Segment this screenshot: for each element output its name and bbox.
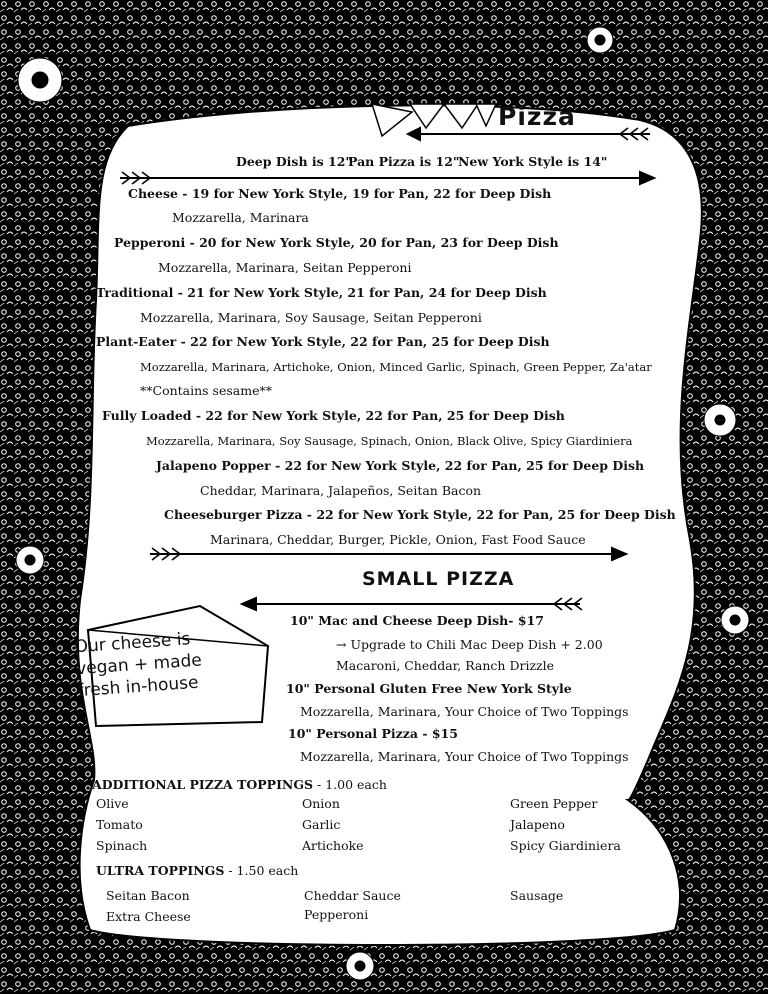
pizza-prices: - 21 for New York Style, 21 for Pan, 24 for Deep Dish [173, 285, 547, 300]
pizza-fully-loaded [102, 408, 565, 424]
topping: Garlic [302, 817, 341, 832]
pizza-name: Plant-Eater [96, 334, 177, 349]
toppings-price: - 1.50 each [224, 863, 299, 878]
pizza-ingredients: Cheddar, Marinara, Jalapeños, Seitan Bacon [200, 483, 482, 498]
small-pizza-title: SMALL PIZZA [362, 568, 515, 590]
pizza-name: Jalapeno Popper [156, 458, 271, 473]
topping: Artichoke [302, 838, 364, 853]
pizza-ingredients: Mozzarella, Marinara, Artichoke, Onion, Minced Garlic, Spinach, Green Pepper, Za'atar [140, 360, 652, 374]
topping: Green Pepper [510, 796, 598, 811]
topping: Extra Cheese [106, 909, 191, 924]
pizza-prices: - 22 for New York Style, 22 for Pan, 25 for Deep Dish [302, 507, 676, 522]
pizza-cheeseburger [164, 507, 676, 523]
pizza-prices: - 22 for New York Style, 22 for Pan, 25 for Deep Dish [176, 334, 550, 349]
topping: Cheddar Sauce [304, 888, 401, 903]
topping: Olive [96, 796, 129, 811]
menu-title: Pizza [498, 102, 576, 131]
small-pizza-ingredients: Mozzarella, Marinara, Your Choice of Two Toppings [300, 704, 629, 719]
pizza-ingredients: Marinara, Cheddar, Burger, Pickle, Onion, Fast Food Sauce [210, 532, 586, 547]
topping: Sausage [510, 888, 564, 903]
pizza-prices: - 22 for New York Style, 22 for Pan, 25 for Deep Dish [270, 458, 645, 473]
additional-toppings-heading [92, 777, 387, 793]
ultra-toppings-heading [96, 863, 298, 879]
pizza-pepperoni [114, 235, 559, 251]
pizza-ingredients: Mozzarella, Marinara, Seitan Pepperoni [158, 260, 412, 275]
pizza-prices: - 22 for New York Style, 22 for Pan, 25 for Deep Dish [191, 408, 565, 423]
topping: Spicy Giardiniera [510, 838, 621, 853]
toppings-label: ADDITIONAL PIZZA TOPPINGS [92, 777, 314, 792]
topping: Seitan Bacon [106, 888, 190, 903]
small-pizza-mac: 10" Mac and Cheese Deep Dish- $17 [290, 613, 544, 628]
pizza-name: Traditional [96, 285, 174, 300]
small-pizza-ingredients: Mozzarella, Marinara, Your Choice of Two Toppings [300, 749, 629, 764]
pizza-name: Cheese [128, 186, 178, 201]
pizza-name: Cheeseburger Pizza [164, 507, 303, 522]
size-new-york: New York Style is 14" [458, 154, 608, 169]
pizza-prices: - 20 for New York Style, 20 for Pan, 23 for Deep Dish [185, 235, 559, 250]
toppings-label: ULTRA TOPPINGS [96, 863, 225, 878]
pizza-ingredients: Mozzarella, Marinara, Soy Sausage, Seitan Pepperoni [140, 310, 482, 325]
pizza-plant-eater [96, 334, 550, 350]
small-pizza-gluten-free: 10" Personal Gluten Free New York Style [286, 681, 572, 696]
vegan-cheese-note [74, 624, 256, 702]
small-pizza-upgrade: → Upgrade to Chili Mac Deep Dish + 2.00 [336, 637, 603, 652]
pizza-name: Fully Loaded [102, 408, 192, 423]
pizza-prices: - 19 for New York Style, 19 for Pan, 22 for Deep Dish [177, 186, 552, 201]
size-pan: Pan Pizza is 12" [348, 154, 460, 169]
topping: Pepperoni [304, 907, 369, 922]
topping: Spinach [96, 838, 148, 853]
pizza-traditional [96, 285, 547, 301]
pizza-jalapeno-popper [156, 458, 644, 474]
small-pizza-personal: 10" Personal Pizza - $15 [288, 726, 458, 741]
topping: Jalapeno [510, 817, 565, 832]
pizza-cheese [128, 186, 551, 202]
topping: Tomato [96, 817, 143, 832]
topping: Onion [302, 796, 340, 811]
pizza-ingredients: Mozzarella, Marinara, Soy Sausage, Spinach, Onion, Black Olive, Spicy Giardiniera [146, 434, 633, 448]
toppings-price: - 1.00 each [313, 777, 387, 792]
small-pizza-ingredients: Macaroni, Cheddar, Ranch Drizzle [336, 658, 555, 673]
note-line: Our cheese is [73, 629, 191, 658]
size-deep-dish: Deep Dish is 12" [236, 154, 352, 169]
pizza-ingredients: Mozzarella, Marinara [172, 210, 309, 225]
note-line: vegan + made [75, 650, 203, 680]
pizza-allergen-note: **Contains sesame** [140, 383, 272, 398]
pizza-name: Pepperoni [114, 235, 186, 250]
note-line: fresh in-house [77, 672, 200, 702]
